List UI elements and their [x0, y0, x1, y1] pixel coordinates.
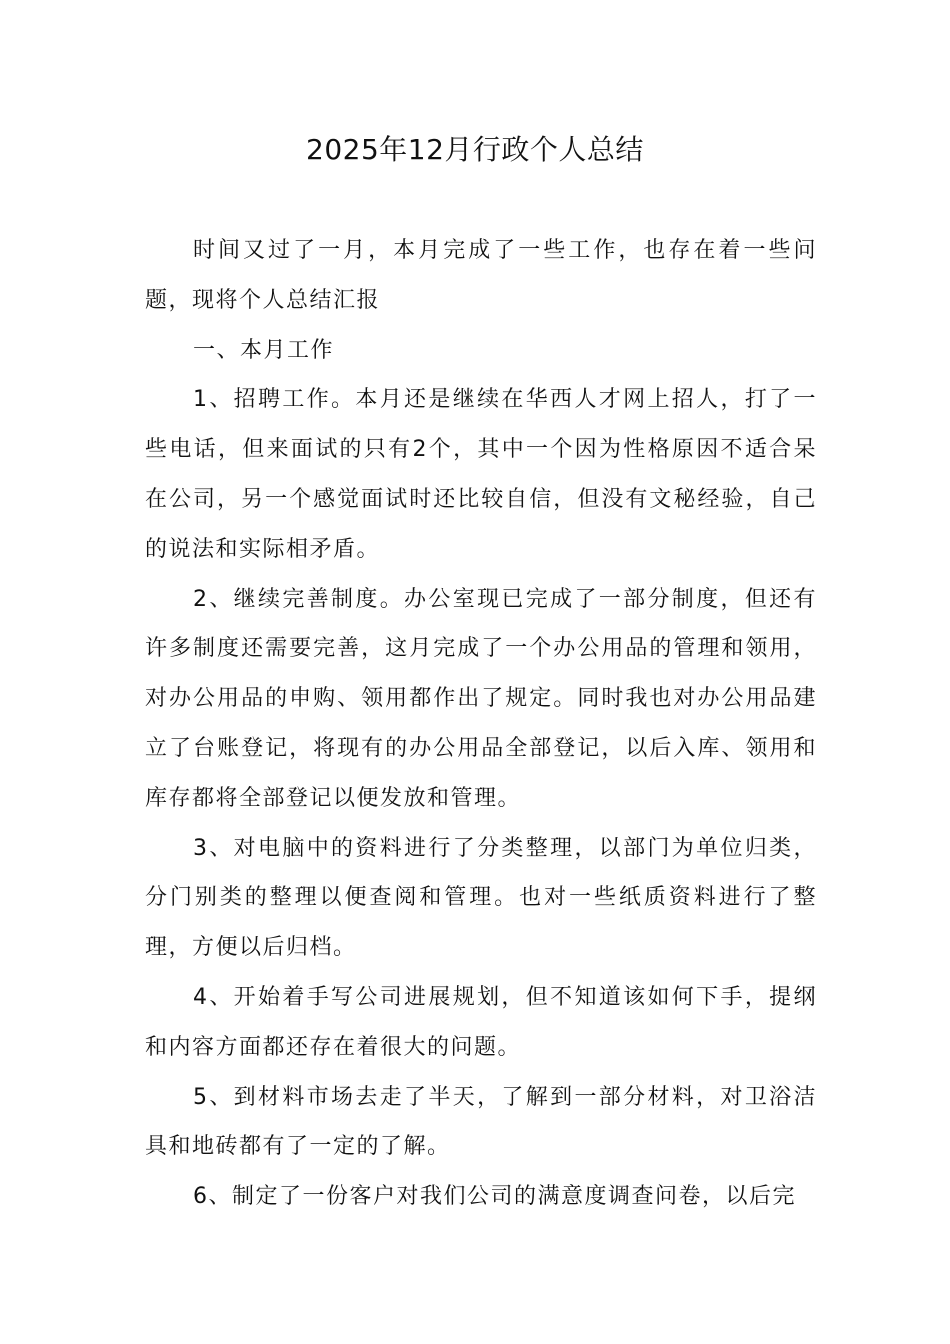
paragraph-intro: 时间又过了一月，本月完成了一些工作，也存在着一些问题，现将个人总结汇报: [145, 238, 817, 313]
paragraph-item-4: 4、开始着手写公司进展规划，但不知道该如何下手，提纲和内容方面都还存在着很大的问题。: [145, 984, 817, 1060]
document-body: [145, 226, 817, 1222]
page-title: 2025年12月行政个人总结: [306, 133, 644, 166]
paragraph-item-3: 3、对电脑中的资料进行了分类整理，以部门为单位归类，分门别类的整理以便查阅和管理。也对一些纸质资料进行了整理，方便以后归档。: [145, 835, 817, 961]
paragraph-item-2: 2、继续完善制度。办公室现已完成了一部分制度，但还有许多制度还需要完善，这月完成了一个办公用品的管理和领用，对办公用品的申购、领用都作出了规定。同时我也对办公用品建立了台账登记，将现有的办公用品全部登记，以后入库、领用和库存都将全部登记以便发放和管理。: [145, 586, 817, 811]
paragraph-item-6: 6、制定了一份客户对我们公司的满意度调查问卷，以后完: [193, 1184, 796, 1210]
paragraph-item-1: 1、招聘工作。本月还是继续在华西人才网上招人，打了一些电话，但来面试的只有2个，其中一个因为性格原因不适合呆在公司，另一个感觉面试时还比较自信，但没有文秘经验，自己的说法和实际相矛盾。: [145, 387, 817, 562]
section-heading: 一、本月工作: [193, 337, 335, 363]
paragraph-item-5: 5、到材料市场去走了半天，了解到一部分材料，对卫浴洁具和地砖都有了一定的了解。: [145, 1084, 817, 1160]
